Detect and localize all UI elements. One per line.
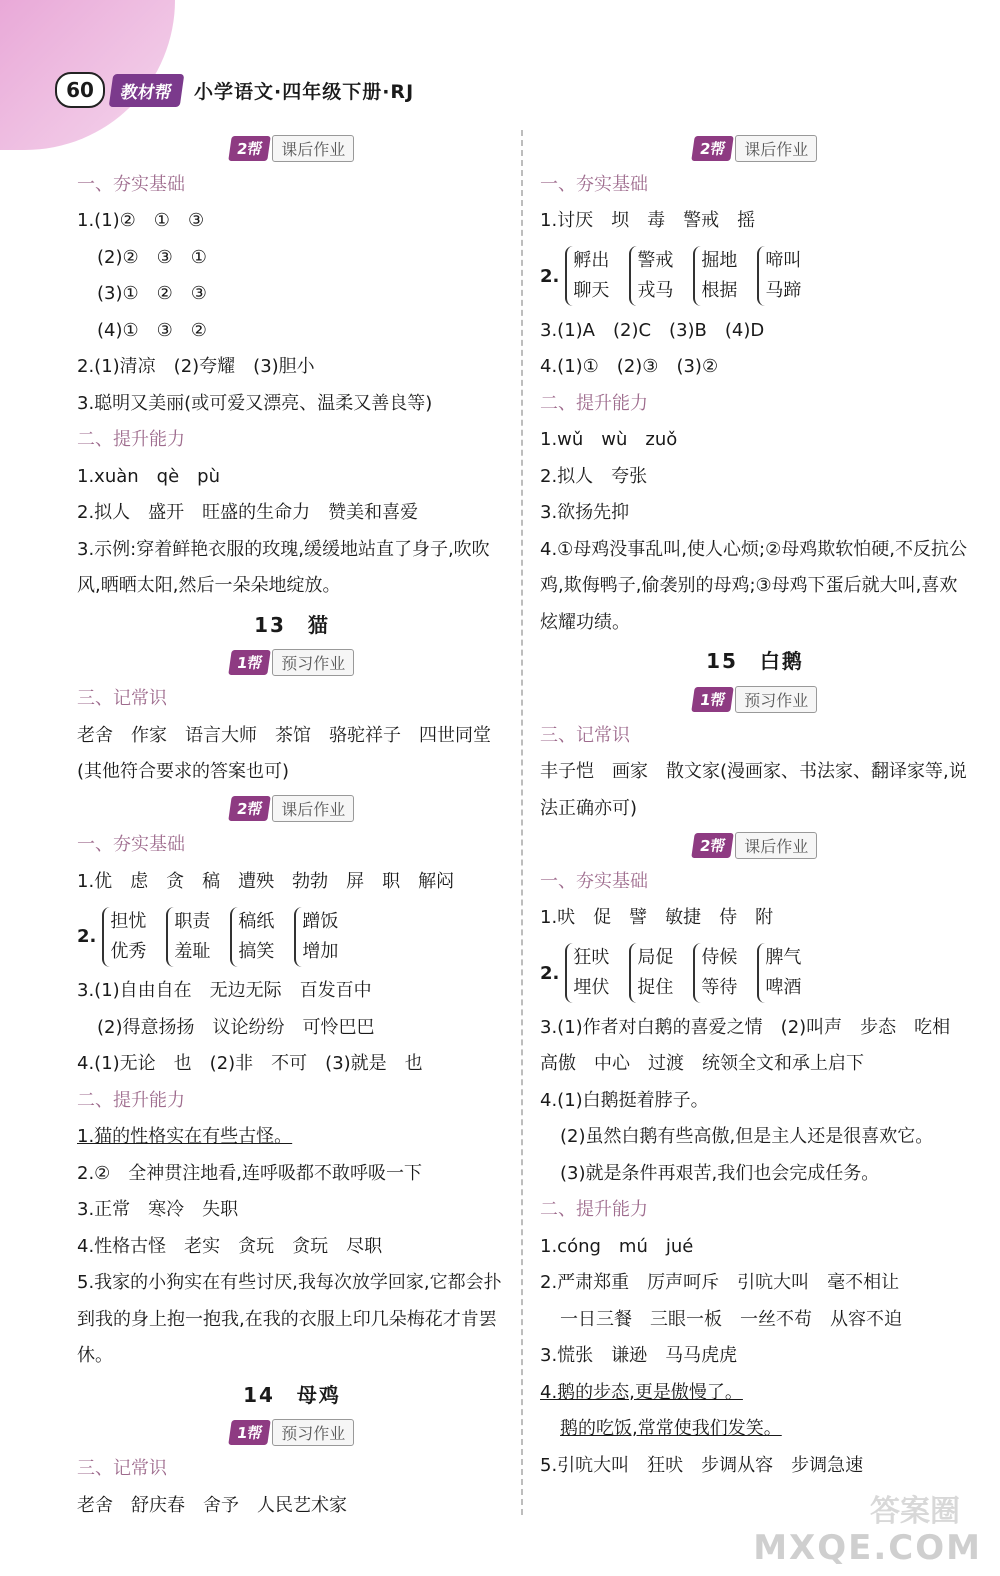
question-number: 2. <box>540 265 560 287</box>
badge-number: 1帮 <box>691 687 734 712</box>
badge-label: 课后作业 <box>272 795 354 822</box>
answer-line: 1.吠 促 譬 敏捷 侍 附 <box>540 907 774 928</box>
badge-label: 课后作业 <box>735 135 817 162</box>
word: 马蹄 <box>765 280 802 301</box>
section-badge <box>540 827 970 864</box>
answer-line: 1.猫的性格实在有些古怪。 <box>77 1126 293 1147</box>
section-badge <box>77 130 507 167</box>
page-header <box>55 70 495 110</box>
answer-line: (3)就是条件再艰苦,我们也会完成任务。 <box>560 1162 880 1184</box>
answer-line: 2.拟人 盛开 旺盛的生命力 赞美和喜爱 <box>77 502 419 523</box>
word: 警戒 <box>637 250 674 271</box>
section-heading: 一、夯实基础 <box>77 834 185 855</box>
answer-line: 4.①母鸡没事乱叫,使人心烦;②母鸡欺软怕硬,不反抗公鸡,欺侮鸭子,偷袭别的母鸡;③母鸡下蛋后就大叫,喜欢炫耀功绩。 <box>540 538 967 633</box>
section-heading: 二、提升能力 <box>77 429 185 450</box>
right-column <box>540 130 970 1484</box>
lesson-title: 15 白鹅 <box>706 649 804 673</box>
badge-label: 预习作业 <box>272 1419 354 1446</box>
word: 蹭饭 <box>302 910 339 932</box>
section-heading: 二、提升能力 <box>540 392 648 414</box>
word: 根据 <box>701 280 738 301</box>
word: 脾气 <box>765 947 802 968</box>
answer-line: (2)虽然白鹅有些高傲,但是主人还是很喜欢它。 <box>560 1126 934 1147</box>
word-pair-group <box>540 240 970 313</box>
word: 狂吠 <box>573 947 610 968</box>
word-pair <box>693 943 737 1003</box>
answer-line: 丰子恺 画家 散文家(漫画家、书法家、翻译家等,说法正确亦可) <box>540 761 967 819</box>
word-pair <box>102 907 146 967</box>
answer-line: 3.欲扬先抑 <box>540 502 630 523</box>
badge-number: 1帮 <box>228 650 271 675</box>
answer-line: 1.cóng mú jué <box>540 1235 694 1257</box>
badge-number: 2帮 <box>228 796 271 821</box>
answer-line: 1.wǔ wù zuǒ <box>540 429 678 450</box>
section-badge <box>77 1415 507 1452</box>
badge-number: 1帮 <box>228 1420 271 1445</box>
badge-number: 2帮 <box>228 136 271 161</box>
answer-line: 4.(1)无论 也 (2)非 不可 (3)就是 也 <box>77 1053 423 1074</box>
answer-line: 老舍 舒庆春 舍予 人民艺术家 <box>77 1494 347 1516</box>
word: 等待 <box>701 977 738 998</box>
lesson-title: 13 猫 <box>254 612 330 637</box>
answer-line: 5.我家的小狗实在有些讨厌,我每次放学回家,它都会扑到我的身上抱一抱我,在我的衣服上印几朵梅花才肯罢休。 <box>77 1272 502 1366</box>
answer-line: 1.(1)② ① ③ <box>77 210 205 231</box>
word-pair <box>757 246 801 306</box>
answer-line: 2.严肃郑重 厉声呵斥 引吭大叫 毫不相让 <box>540 1272 900 1293</box>
answer-line: 2.拟人 夸张 <box>540 465 648 487</box>
answer-line: (2)② ③ ① <box>97 246 207 268</box>
answer-line: 一日三餐 三眼一板 一丝不苟 从容不迫 <box>560 1308 902 1330</box>
word: 局促 <box>637 947 674 968</box>
word: 掘地 <box>701 250 738 271</box>
answer-line: 4.(1)白鹅挺着脖子。 <box>540 1089 709 1111</box>
section-badge <box>540 681 970 718</box>
answer-line: (2)得意扬扬 议论纷纷 可怜巴巴 <box>97 1016 375 1038</box>
badge-label: 课后作业 <box>735 832 817 859</box>
answer-line: 3.(1)A (2)C (3)B (4)D <box>540 319 765 341</box>
answer-line: 4.鹅的步态,更是傲慢了。 <box>540 1381 743 1403</box>
word: 职责 <box>174 910 211 932</box>
word: 优秀 <box>110 940 147 962</box>
word: 担忧 <box>110 910 147 932</box>
badge-label: 课后作业 <box>272 135 354 162</box>
word: 捉住 <box>637 977 674 998</box>
word-pair <box>565 246 609 306</box>
word-pair <box>166 907 210 967</box>
word-pair-group <box>540 937 970 1010</box>
question-number: 2. <box>540 962 560 984</box>
badge-number: 2帮 <box>691 136 734 161</box>
answer-line: 1.xuàn qè pù <box>77 465 221 487</box>
answer-line: 鹅的吃饭,常常使我们发笑。 <box>560 1418 782 1439</box>
lesson-title: 14 母鸡 <box>243 1382 341 1407</box>
section-heading: 二、提升能力 <box>77 1089 185 1111</box>
answer-line: 3.聪明又美丽(或可爱又漂亮、温柔又善良等) <box>77 392 433 414</box>
section-badge <box>77 645 507 682</box>
word-pair <box>757 943 801 1003</box>
answer-line: 1.优 虑 贪 稿 遭殃 勃勃 屏 职 解闷 <box>77 870 455 892</box>
word: 稿纸 <box>238 910 275 932</box>
word: 埋伏 <box>573 977 610 998</box>
word-pair <box>294 907 338 967</box>
section-heading: 二、提升能力 <box>540 1199 648 1220</box>
answer-line: 3.(1)自由自在 无边无际 百发百中 <box>77 980 372 1001</box>
section-heading: 一、夯实基础 <box>540 173 648 195</box>
word-pair <box>230 907 274 967</box>
left-column <box>77 130 507 1524</box>
word-pair <box>629 943 673 1003</box>
word: 戎马 <box>637 280 674 301</box>
word: 聊天 <box>573 280 610 301</box>
answer-line: 2.(1)清凉 (2)夸耀 (3)胆小 <box>77 356 315 377</box>
word: 啤酒 <box>765 977 802 998</box>
word-pair <box>629 246 673 306</box>
book-title: 小学语文·四年级下册·RJ <box>194 80 415 103</box>
section-badge <box>77 791 507 828</box>
watermark-logo: 答案圈 <box>870 1494 960 1529</box>
section-heading: 一、夯实基础 <box>77 173 185 195</box>
badge-label: 预习作业 <box>735 686 817 713</box>
answer-line: 2.② 全神贯注地看,连呼吸都不敢呼吸一下 <box>77 1162 423 1184</box>
section-heading: 三、记常识 <box>77 688 167 709</box>
section-heading: 一、夯实基础 <box>540 870 648 892</box>
section-badge <box>540 130 970 167</box>
section-heading: 三、记常识 <box>540 724 630 746</box>
page-number: 60 <box>55 72 105 108</box>
word-pair-group <box>77 900 507 973</box>
watermark-url: MXQE.COM <box>753 1528 982 1568</box>
word-pair <box>565 943 609 1003</box>
answer-line: 3.慌张 谦逊 马马虎虎 <box>540 1345 738 1366</box>
answer-line: 5.引吭大叫 狂吠 步调从容 步调急速 <box>540 1454 864 1476</box>
answer-line: 3.正常 寒冷 失职 <box>77 1199 239 1220</box>
word-pair <box>693 246 737 306</box>
answer-line: 4.性格古怪 老实 贪玩 贪玩 尽职 <box>77 1235 383 1257</box>
answer-line: (3)① ② ③ <box>97 283 207 304</box>
section-heading: 三、记常识 <box>77 1458 167 1479</box>
word: 孵出 <box>573 250 610 271</box>
word: 搞笑 <box>238 940 275 962</box>
answer-line: 3.(1)作者对白鹅的喜爱之情 (2)叫声 步态 吃相 高傲 中心 过渡 统领全文和承上启下 <box>540 1016 969 1074</box>
question-number: 2. <box>77 926 97 947</box>
word: 增加 <box>302 940 339 962</box>
word: 啼叫 <box>765 250 802 271</box>
answer-line: 4.(1)① (2)③ (3)② <box>540 356 719 377</box>
answer-line: (4)① ③ ② <box>97 319 207 341</box>
word: 羞耻 <box>174 940 211 962</box>
badge-number: 2帮 <box>691 833 734 858</box>
answer-line: 老舍 作家 语言大师 茶馆 骆驼祥子 四世同堂(其他符合要求的答案也可) <box>77 724 491 782</box>
column-divider <box>521 130 523 1515</box>
brand-logo: 教材帮 <box>109 74 185 107</box>
answer-line: 1.讨厌 坝 毒 警戒 摇 <box>540 210 756 231</box>
badge-label: 预习作业 <box>272 649 354 676</box>
answer-line: 3.示例:穿着鲜艳衣服的玫瑰,缓缓地站直了身子,吹吹风,晒晒太阳,然后一朵朵地绽放。 <box>77 538 490 596</box>
word: 侍候 <box>701 947 738 968</box>
